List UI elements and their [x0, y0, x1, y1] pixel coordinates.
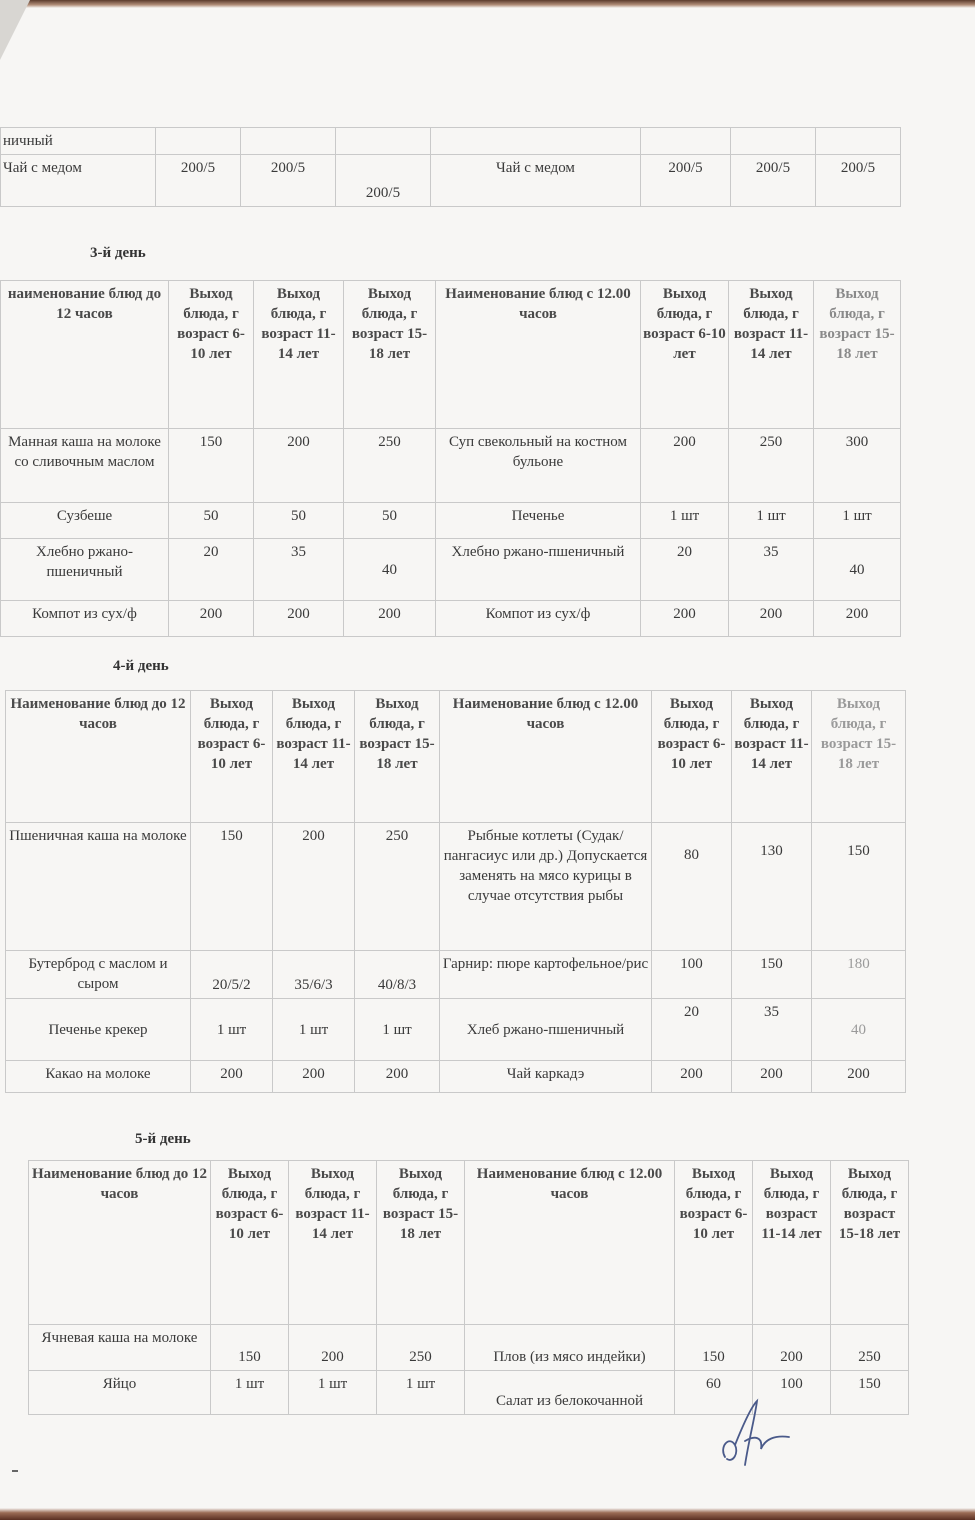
- portion-value: 1 шт: [729, 503, 814, 539]
- dish-name: Хлебно ржано-пшеничный: [1, 539, 169, 601]
- portion-value: 1 шт: [377, 1371, 465, 1415]
- column-header: Выход блюда, г возраст 11-14 лет: [289, 1161, 377, 1325]
- dish-name: Хлеб ржано-пшеничный: [440, 999, 652, 1061]
- dish-name: Печенье крекер: [6, 999, 191, 1061]
- column-header: Выход блюда, г возраст 15-18 лет: [355, 691, 440, 823]
- portion-value: 35/6/3: [273, 951, 355, 999]
- dish-name: Какао на молоке: [6, 1061, 191, 1093]
- dish-name: Хлебно ржано-пшеничный: [436, 539, 641, 601]
- table-row: [1, 429, 901, 503]
- portion-value: 300: [814, 429, 901, 503]
- day-4-header-row: [6, 691, 906, 823]
- portion-value: 50: [169, 503, 254, 539]
- portion-value: 35: [732, 999, 812, 1061]
- dish-name: Плов (из мясо индейки): [465, 1325, 675, 1371]
- dish-name: Чай каркадэ: [440, 1061, 652, 1093]
- portion-value: 250: [831, 1325, 909, 1371]
- portion-value: 60: [675, 1371, 753, 1415]
- column-header: Выход блюда, г возраст 6-10 лет: [641, 281, 729, 429]
- day-5-menu-table: [28, 1160, 909, 1415]
- portion-value: 100: [753, 1371, 831, 1415]
- dish-name: Ячневая каша на молоке: [29, 1325, 211, 1371]
- portion-value: 200: [729, 601, 814, 637]
- table-row: [6, 823, 906, 951]
- portion-value: 20: [169, 539, 254, 601]
- portion-value: 1 шт: [814, 503, 901, 539]
- page-corner-fold: [0, 0, 30, 60]
- column-header: Выход блюда, г возраст 6-10 лет: [211, 1161, 289, 1325]
- dish-name: Манная каша на молоке со сливочным маслом: [1, 429, 169, 503]
- column-header: Выход блюда, г возраст 11-14 лет: [254, 281, 344, 429]
- dish-name: Печенье: [436, 503, 641, 539]
- day-5-label: 5-й день: [135, 1131, 191, 1147]
- portion-value: 1 шт: [211, 1371, 289, 1415]
- table-row: [1, 601, 901, 637]
- portion-value: 150: [812, 823, 906, 951]
- column-header: Выход блюда, г возраст 6-10 лет: [652, 691, 732, 823]
- portion-value: 40: [812, 999, 906, 1061]
- dish-name: Гарнир: пюре картофельное/рис: [440, 951, 652, 999]
- table-row: [6, 999, 906, 1061]
- portion-value: 200: [355, 1061, 440, 1093]
- column-header: Наименование блюд до 12 часов: [6, 691, 191, 823]
- column-header: Выход блюда, г возраст 11-14 лет: [273, 691, 355, 823]
- portion-value: 150: [191, 823, 273, 951]
- portion-value: 35: [254, 539, 344, 601]
- portion-value: 200: [641, 601, 729, 637]
- portion-value: 20: [641, 539, 729, 601]
- table-row: [29, 1325, 909, 1371]
- day-3-label: 3-й день: [90, 245, 146, 261]
- portion-value: 50: [344, 503, 436, 539]
- portion-value: 1 шт: [289, 1371, 377, 1415]
- fragment-row-partial: [1, 128, 901, 155]
- dish-name: Чай с медом: [431, 155, 641, 207]
- portion-value: 200: [254, 429, 344, 503]
- portion-value: 200/5: [336, 155, 431, 207]
- column-header: Выход блюда, г возраст 11-14 лет: [732, 691, 812, 823]
- fragment-row-tea: [1, 155, 901, 207]
- page-top-edge: [0, 0, 975, 8]
- portion-value: 200: [641, 429, 729, 503]
- partial-cell-text: ничный: [1, 128, 156, 155]
- portion-value: 80: [652, 823, 732, 951]
- portion-value: 150: [675, 1325, 753, 1371]
- portion-value: 150: [169, 429, 254, 503]
- day-3-header-row: [1, 281, 901, 429]
- dish-name: Компот из сух/ф: [1, 601, 169, 637]
- column-header: Выход блюда, г возраст 11-14 лет: [753, 1161, 831, 1325]
- page-bottom-edge: [0, 1508, 975, 1520]
- column-header: Выход блюда, г возраст 11-14 лет: [729, 281, 814, 429]
- dish-name: Бутерброд с маслом и сыром: [6, 951, 191, 999]
- margin-mark: [12, 1470, 18, 1472]
- day-5-header-row: [29, 1161, 909, 1325]
- portion-value: 100: [652, 951, 732, 999]
- dish-name: Салат из белокочанной: [465, 1371, 675, 1415]
- dish-name: Чай с медом: [1, 155, 156, 207]
- column-header: Наименование блюд с 12.00 часов: [436, 281, 641, 429]
- column-header: Выход блюда, г возраст 15-18 лет: [344, 281, 436, 429]
- portion-value: 200: [732, 1061, 812, 1093]
- table-row: [6, 951, 906, 999]
- portion-value: 40/8/3: [355, 951, 440, 999]
- column-header: Наименование блюд до 12 часов: [29, 1161, 211, 1325]
- portion-value: 200: [814, 601, 901, 637]
- column-header: Выход блюда, г возраст 6-10 лет: [191, 691, 273, 823]
- portion-value: 130: [732, 823, 812, 951]
- portion-value: 250: [377, 1325, 465, 1371]
- portion-value: 1 шт: [641, 503, 729, 539]
- portion-value: 200/5: [241, 155, 336, 207]
- portion-value: 150: [831, 1371, 909, 1415]
- column-header: наименование блюд до 12 часов: [1, 281, 169, 429]
- day-4-label: 4-й день: [113, 658, 169, 674]
- portion-value: 150: [211, 1325, 289, 1371]
- portion-value: 1 шт: [273, 999, 355, 1061]
- dish-name: Яйцо: [29, 1371, 211, 1415]
- portion-value: 40: [814, 539, 901, 601]
- portion-value: 250: [355, 823, 440, 951]
- portion-value: 200: [273, 823, 355, 951]
- portion-value: 200/5: [731, 155, 816, 207]
- column-header: Выход блюда, г возраст 15-18 лет: [377, 1161, 465, 1325]
- portion-value: 200: [344, 601, 436, 637]
- column-header: Выход блюда, г возраст 6-10 лет: [169, 281, 254, 429]
- portion-value: 50: [254, 503, 344, 539]
- dish-name: Суп свекольный на костном бульоне: [436, 429, 641, 503]
- portion-value: 200/5: [641, 155, 731, 207]
- portion-value: 200: [753, 1325, 831, 1371]
- previous-day-fragment-table: [0, 127, 901, 207]
- portion-value: 200: [273, 1061, 355, 1093]
- portion-value: 200: [812, 1061, 906, 1093]
- portion-value: 35: [729, 539, 814, 601]
- column-header: Наименование блюд с 12.00 часов: [465, 1161, 675, 1325]
- column-header: Наименование блюд с 12.00 часов: [440, 691, 652, 823]
- portion-value: 200: [191, 1061, 273, 1093]
- dish-name: Компот из сух/ф: [436, 601, 641, 637]
- portion-value: 150: [732, 951, 812, 999]
- portion-value: 20/5/2: [191, 951, 273, 999]
- portion-value: 250: [729, 429, 814, 503]
- portion-value: 20: [652, 999, 732, 1061]
- column-header: Выход блюда, г возраст 15-18 лет: [831, 1161, 909, 1325]
- dish-name: Пшеничная каша на молоке: [6, 823, 191, 951]
- dish-name: Рыбные котлеты (Судак/пангасиус или др.) Допускается заменять на мясо курицы в случае отсутствия рыбы: [440, 823, 652, 951]
- table-row: [1, 503, 901, 539]
- table-row: [6, 1061, 906, 1093]
- portion-value: 1 шт: [191, 999, 273, 1061]
- portion-value: 200: [169, 601, 254, 637]
- handwritten-signature: [715, 1395, 795, 1470]
- column-header: Выход блюда, г возраст 15-18 лет: [812, 691, 906, 823]
- portion-value: 180: [812, 951, 906, 999]
- column-header: Выход блюда, г возраст 6-10 лет: [675, 1161, 753, 1325]
- day-3-menu-table: [0, 280, 901, 637]
- portion-value: 1 шт: [355, 999, 440, 1061]
- portion-value: 200: [289, 1325, 377, 1371]
- portion-value: 200/5: [816, 155, 901, 207]
- portion-value: 200: [254, 601, 344, 637]
- dish-name: Сузбеше: [1, 503, 169, 539]
- column-header: Выход блюда, г возраст 15-18 лет: [814, 281, 901, 429]
- portion-value: 40: [344, 539, 436, 601]
- portion-value: 250: [344, 429, 436, 503]
- table-row: [1, 539, 901, 601]
- day-4-menu-table: [5, 690, 906, 1093]
- portion-value: 200: [652, 1061, 732, 1093]
- portion-value: 200/5: [156, 155, 241, 207]
